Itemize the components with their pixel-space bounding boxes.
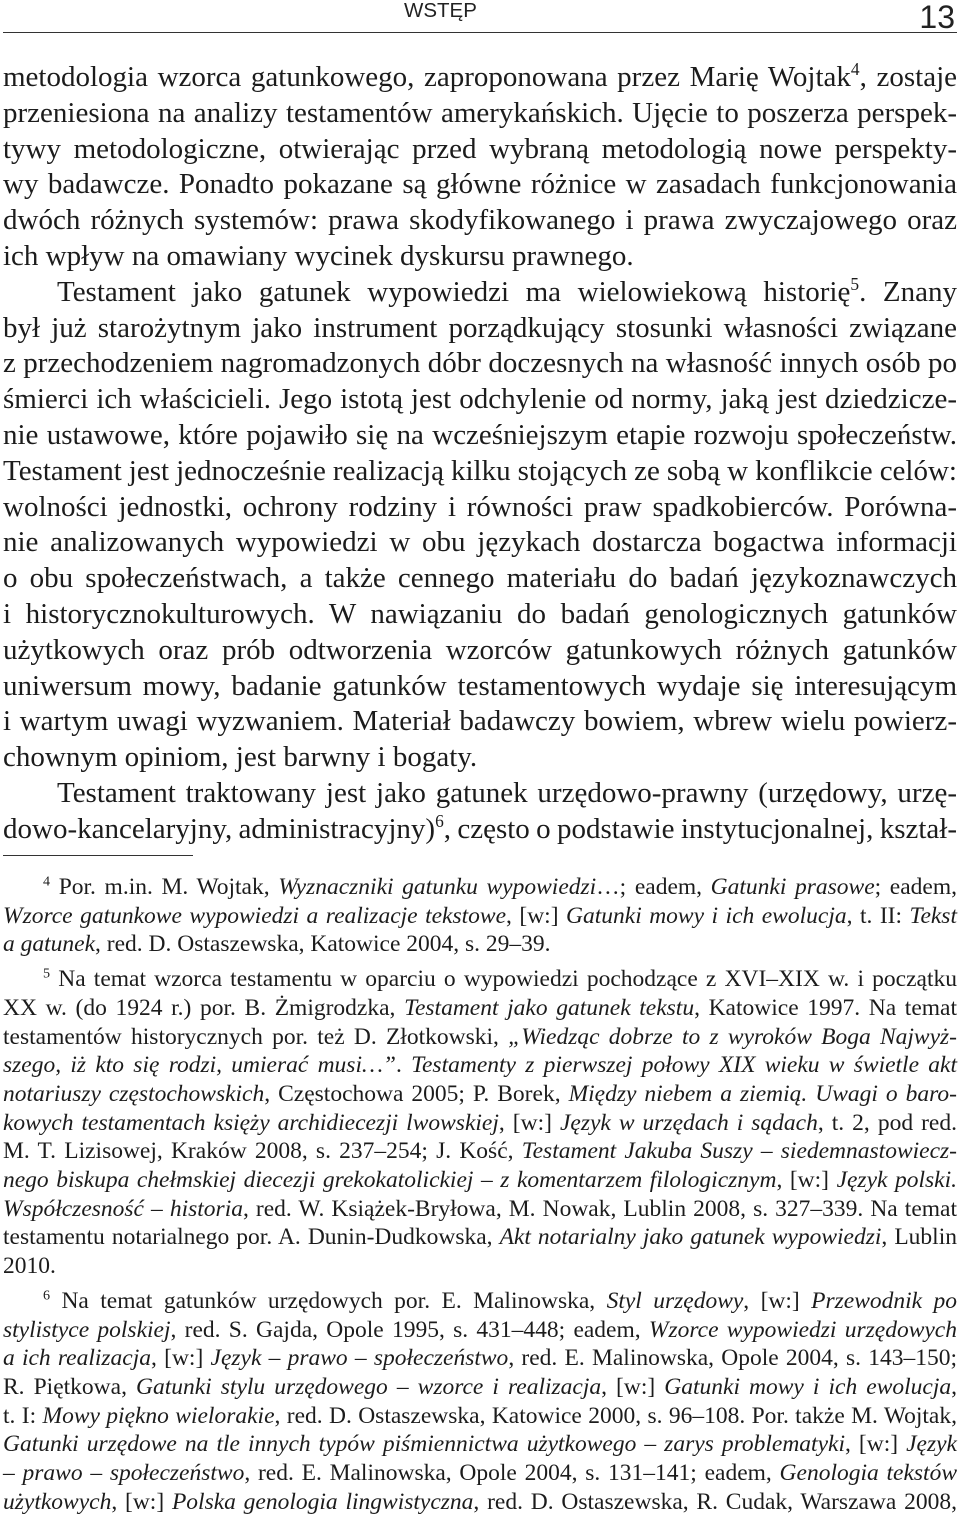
italic-text-run: stylistyce polskiej	[3, 1316, 171, 1343]
footnote-line	[3, 994, 957, 1023]
footnote-line	[3, 1373, 957, 1402]
line-content	[3, 491, 957, 523]
line-content	[3, 705, 957, 737]
text-line	[3, 454, 957, 490]
italic-text-run: Wyznaczniki gatunku wypowiedzi	[278, 874, 597, 900]
footnote-line	[3, 1109, 957, 1138]
text-run: . Znany	[859, 275, 957, 308]
line-content	[3, 240, 634, 272]
text-line	[3, 346, 957, 382]
italic-text-run: użytkowych	[3, 1488, 112, 1515]
text-run: użytkowych oraz prób odtworzenia wzorców gatunkowych różnych gatunków	[3, 633, 957, 666]
text-run: Na temat wzorca testamentu w oparciu o wypowiedzi pochodzące z XVI–XIX w. i początku	[58, 966, 957, 993]
text-run: metodologia wzorca gatunkowego, zaproponowana przez Marię Wojtak	[3, 61, 851, 93]
text-line	[3, 382, 957, 418]
text-run: , Częstochowa 2005; P. Borek,	[264, 1080, 569, 1107]
line-content	[3, 1253, 56, 1279]
italic-text-run: Gatunki mowy i ich ewolucja	[566, 902, 847, 929]
line-content	[3, 1110, 957, 1136]
footnote-line	[3, 1080, 957, 1109]
italic-text-run: „Wiedząc dobrze to z wyroków Boga Najwyż-	[508, 1023, 957, 1050]
italic-text-run: nego biskupa chełmskiej diecezji grekokatolickiej – z komentarzem filologicznym	[3, 1167, 777, 1194]
line-content	[3, 931, 551, 957]
text-line	[3, 167, 957, 203]
text-run: , red. D. Ostaszewska, Katowice 2004, s. 29–39.	[95, 931, 551, 958]
italic-text-run: Tekst	[909, 902, 957, 929]
text-line	[3, 239, 957, 275]
text-run: , często o podstawie instytucjonalnej, kształ-	[443, 812, 957, 845]
footnote-line	[3, 1344, 957, 1373]
text-run: , [w:]	[743, 1287, 812, 1314]
header-rule	[3, 32, 957, 33]
italic-text-run: kowych testamentach księży archidiecezji lwowskiej	[3, 1109, 499, 1136]
footnote-line	[3, 1488, 957, 1517]
line-content	[3, 312, 957, 344]
line-content	[3, 61, 957, 93]
text-run: R. Piętkowa,	[3, 1373, 136, 1400]
italic-text-run: Gatunki stylu urzędowego – wzorce i realizacja	[136, 1373, 602, 1400]
text-run: , red. E. Malinowska, Opole 2004, s. 131–141; eadem,	[244, 1460, 780, 1487]
italic-text-run: Współczesność – historia	[3, 1195, 243, 1222]
text-run: był już starożytnym jako instrument porządkujący stosunki własności związane	[3, 311, 957, 344]
footnote-reference: 6	[435, 810, 444, 831]
italic-text-run: a ich realizacja	[3, 1345, 152, 1372]
text-run: 2010.	[3, 1253, 56, 1280]
text-line	[3, 740, 957, 776]
line-content	[43, 966, 957, 992]
line-content	[43, 874, 957, 900]
text-run: , t. II:	[846, 902, 910, 929]
text-run: , t. 2, pod red.	[817, 1109, 957, 1136]
text-run: Por. m.in. M. Wojtak,	[58, 874, 279, 900]
text-run: dowo-kancelaryjny, administracyjny)	[3, 812, 436, 845]
line-content	[3, 1224, 957, 1250]
text-run: , zostaje	[859, 61, 957, 93]
footnote	[3, 873, 957, 959]
footnote-reference: 4	[850, 59, 860, 80]
footnote	[3, 965, 957, 1281]
italic-text-run: Testamenty z pierwszej połowy XIX wieku w świetle akt	[411, 1052, 957, 1079]
footnotes	[3, 873, 957, 1516]
line-content	[3, 903, 957, 929]
italic-text-run: Wzorce wypowiedzi urzędowych	[648, 1316, 957, 1343]
text-run: dwóch różnych systemów: prawa skodyfikowanego i prawa zwyczajowego oraz	[3, 204, 957, 237]
text-line	[3, 96, 957, 132]
line-content	[43, 1288, 957, 1314]
italic-text-run: notariuszy częstochowskich	[3, 1080, 265, 1107]
text-run: , red. D. Ostaszewska, Katowice 2000, s. 96–108. Por. także M. Wojtak,	[274, 1402, 957, 1429]
text-run: …; eadem,	[596, 874, 711, 900]
line-content	[3, 1167, 957, 1193]
line-content	[3, 383, 957, 415]
text-run: ,	[951, 1373, 957, 1400]
line-content	[3, 1431, 957, 1457]
text-run: , red. W. Książek-Bryłowa, M. Nowak, Lublin 2008, s. 327–339. Na temat	[242, 1195, 957, 1222]
text-run: o obu społeczeństwach, a także cennego materiału do badań językoznawczych	[3, 562, 957, 595]
italic-text-run: Język	[906, 1431, 957, 1458]
line-content	[3, 562, 957, 594]
line-content	[3, 1403, 957, 1429]
text-run: Testament jest jednocześnie realizacją kilku stojących ze sobą w konflikcie celów:	[3, 454, 957, 487]
italic-text-run: Między niebem a ziemią. Uwagi o baro-	[568, 1080, 957, 1107]
text-run: z przechodzeniem nagromadzonych dóbr doczesnych na własność innych osób po	[3, 347, 957, 380]
text-line	[3, 704, 957, 740]
line-content	[3, 1374, 957, 1400]
italic-text-run: Polska genologia lingwistyczna	[171, 1488, 474, 1515]
line-content	[3, 741, 477, 773]
italic-text-run: Przewodnik po	[811, 1287, 958, 1314]
line-content	[3, 810, 957, 845]
text-line	[3, 597, 957, 633]
line-content	[57, 777, 957, 809]
line-content	[3, 995, 957, 1021]
italic-text-run: Język – prawo – społeczeństwo	[210, 1345, 509, 1372]
text-line	[3, 311, 957, 347]
italic-text-run: a gatunek	[3, 931, 96, 958]
footnote-line	[3, 1195, 957, 1224]
text-run: .	[395, 1052, 412, 1079]
text-run: , [w:]	[776, 1167, 837, 1194]
text-line	[3, 418, 957, 454]
line-content	[3, 347, 957, 379]
text-line	[3, 490, 957, 526]
line-content	[57, 276, 957, 308]
line-content	[3, 1138, 957, 1164]
line-content	[3, 1317, 957, 1343]
italic-text-run: Genologia tekstów	[779, 1460, 958, 1487]
text-line	[3, 776, 957, 812]
text-run: M. T. Lizisowej, Kraków 2008, s. 237–254; J. Kość,	[3, 1138, 522, 1165]
italic-text-run: Styl urzędowy	[606, 1287, 744, 1314]
text-run: , [w:]	[506, 902, 567, 929]
line-content	[3, 455, 957, 487]
text-run: , [w:]	[601, 1373, 665, 1400]
footnote-line	[3, 930, 957, 959]
italic-text-run: Wzorce gatunkowe wypowiedzi a realizacje tekstowe	[3, 902, 506, 929]
text-line	[3, 275, 957, 311]
footnote-line	[3, 873, 957, 902]
italic-text-run: Gatunki prasowe	[710, 874, 875, 900]
line-content	[3, 133, 957, 165]
text-run: ich wpływ na omawiany wycinek dyskursu prawnego.	[3, 239, 634, 272]
text-run: , [w:]	[111, 1488, 172, 1515]
footnote-number: 6	[43, 1287, 51, 1304]
italic-text-run: Gatunki mowy i ich ewolucja	[664, 1373, 952, 1400]
footnote-line	[3, 1023, 957, 1052]
line-content	[3, 1460, 957, 1486]
text-run: , red. E. Malinowska, Opole 2004, s. 143–150;	[508, 1345, 958, 1372]
line-content	[3, 526, 957, 558]
footnote-line	[3, 1430, 957, 1459]
main-text	[3, 60, 957, 848]
italic-text-run: Testament jako gatunek tekstu	[404, 994, 695, 1021]
text-run: ; eadem,	[874, 874, 957, 900]
italic-text-run: Mowy piękno wielorakie	[42, 1402, 275, 1429]
footnote	[3, 1287, 957, 1517]
text-line	[3, 525, 957, 561]
line-content	[3, 1024, 957, 1050]
text-run: tywy metodologiczne, otwierając przed wybraną metodologią nowe perspekty-	[3, 132, 957, 165]
text-line	[3, 60, 957, 96]
text-run: t. I:	[3, 1402, 43, 1429]
text-run: testamentów historycznych por. też D. Złotkowski,	[3, 1023, 509, 1050]
page-number: 13	[919, 0, 955, 35]
line-content	[3, 598, 957, 630]
text-line	[3, 132, 957, 168]
line-content	[3, 97, 957, 129]
text-line	[3, 812, 957, 848]
line-content	[3, 634, 957, 666]
line-content	[3, 204, 957, 236]
text-run: nie analizowanych wypowiedzi w obu językach dostarcza bogactwa informacji	[3, 526, 957, 559]
footnote-line	[3, 965, 957, 994]
text-run: , [w:]	[844, 1431, 907, 1458]
italic-text-run: Język w urzędach i sądach	[559, 1109, 818, 1136]
text-run: , red. S. Gajda, Opole 1995, s. 431–448; eadem,	[170, 1316, 649, 1343]
text-line	[3, 669, 957, 705]
line-content	[3, 1489, 957, 1515]
italic-text-run: Gatunki urzędowe na tle innych typów piśmiennictwa użytkowego – zarys problematyki	[3, 1431, 845, 1458]
italic-text-run: szego, iż kto się rodzi, umierać musi…”	[3, 1052, 396, 1079]
footnote-line	[3, 1051, 957, 1080]
text-run: testamentu notarialnego por. A. Dunin-Dudkowska,	[3, 1224, 500, 1251]
footnote-line	[3, 1252, 957, 1281]
footnote-line	[3, 1223, 957, 1252]
line-content	[3, 168, 957, 200]
italic-text-run: – prawo – społeczeństwo	[3, 1460, 245, 1487]
text-run: nie ustawowe, które pojawiło się na wcześniejszym etapie rozwoju społeczeństw.	[3, 418, 957, 451]
text-run: Na temat gatunków urzędowych por. E. Malinowska,	[61, 1287, 607, 1314]
footnote-line	[3, 1459, 957, 1488]
italic-text-run: Język polski.	[836, 1167, 957, 1194]
line-content	[3, 1345, 957, 1371]
text-run: , Lublin	[881, 1224, 957, 1251]
line-content	[3, 1052, 957, 1078]
footnote-line	[3, 1402, 957, 1431]
footnote-line	[3, 1166, 957, 1195]
text-run: przeniesiona na analizy testamentów amerykańskich. Ujęcie to poszerza perspek-	[3, 96, 957, 129]
line-content	[3, 1196, 957, 1222]
paragraph	[3, 60, 957, 275]
text-line	[3, 203, 957, 239]
text-run: Testament traktowany jest jako gatunek urzędowo-prawny (urzędowy, urzę-	[57, 776, 957, 809]
text-run: i wartym uwagi wyzwaniem. Materiał badawczy bowiem, wbrew wielu powierz-	[3, 705, 957, 738]
text-run: XX w. (do 1924 r.) por. B. Żmigrodzka,	[3, 994, 405, 1021]
text-run: uniwersum mowy, badanie gatunków testamentowych wydaje się interesującym	[3, 669, 957, 702]
italic-text-run: Testament Jakuba Suszy – siedemnastowiecz-	[521, 1138, 957, 1165]
text-run: , red. D. Ostaszewska, R. Cudak, Warszawa 2008,	[473, 1488, 957, 1515]
footnote-separator	[3, 855, 193, 856]
footnote-line	[3, 1137, 957, 1166]
text-run: Testament jako gatunek wypowiedzi ma wielowiekową historię	[57, 275, 851, 308]
footnote-line	[3, 1316, 957, 1345]
footnote-line	[3, 902, 957, 931]
text-run: , Katowice 1997. Na temat	[694, 994, 957, 1021]
footnote-line	[3, 1287, 957, 1316]
line-content	[3, 670, 957, 702]
italic-text-run: Akt notarialny jako gatunek wypowiedzi	[499, 1224, 882, 1251]
footnote-number: 5	[43, 965, 51, 982]
text-run: śmierci ich właścicieli. Jego istotą jest odchylenie od normy, jaką jest dziedzicze-	[3, 383, 957, 416]
running-title: WSTĘP	[404, 0, 477, 22]
text-line	[3, 633, 957, 669]
line-content	[3, 1081, 957, 1107]
text-run: wy badawcze. Ponadto pokazane są główne różnice w zasadach funkcjonowania	[3, 168, 957, 201]
text-run: i historycznokulturowych. W nawiązaniu do badań genologicznych gatunków	[3, 597, 957, 630]
text-line	[3, 561, 957, 597]
text-run: chownym opiniom, jest barwny i bogaty.	[3, 741, 478, 774]
text-run: , [w:]	[151, 1345, 211, 1372]
footnote-number: 4	[43, 873, 51, 890]
text-run: wolności jednostki, ochrony rodziny i równości praw spadkobierców. Porówna-	[3, 490, 957, 523]
line-content	[3, 419, 957, 451]
paragraph	[3, 776, 957, 848]
footnote-reference: 5	[850, 274, 860, 294]
paragraph	[3, 275, 957, 776]
text-run: , [w:]	[498, 1109, 560, 1136]
